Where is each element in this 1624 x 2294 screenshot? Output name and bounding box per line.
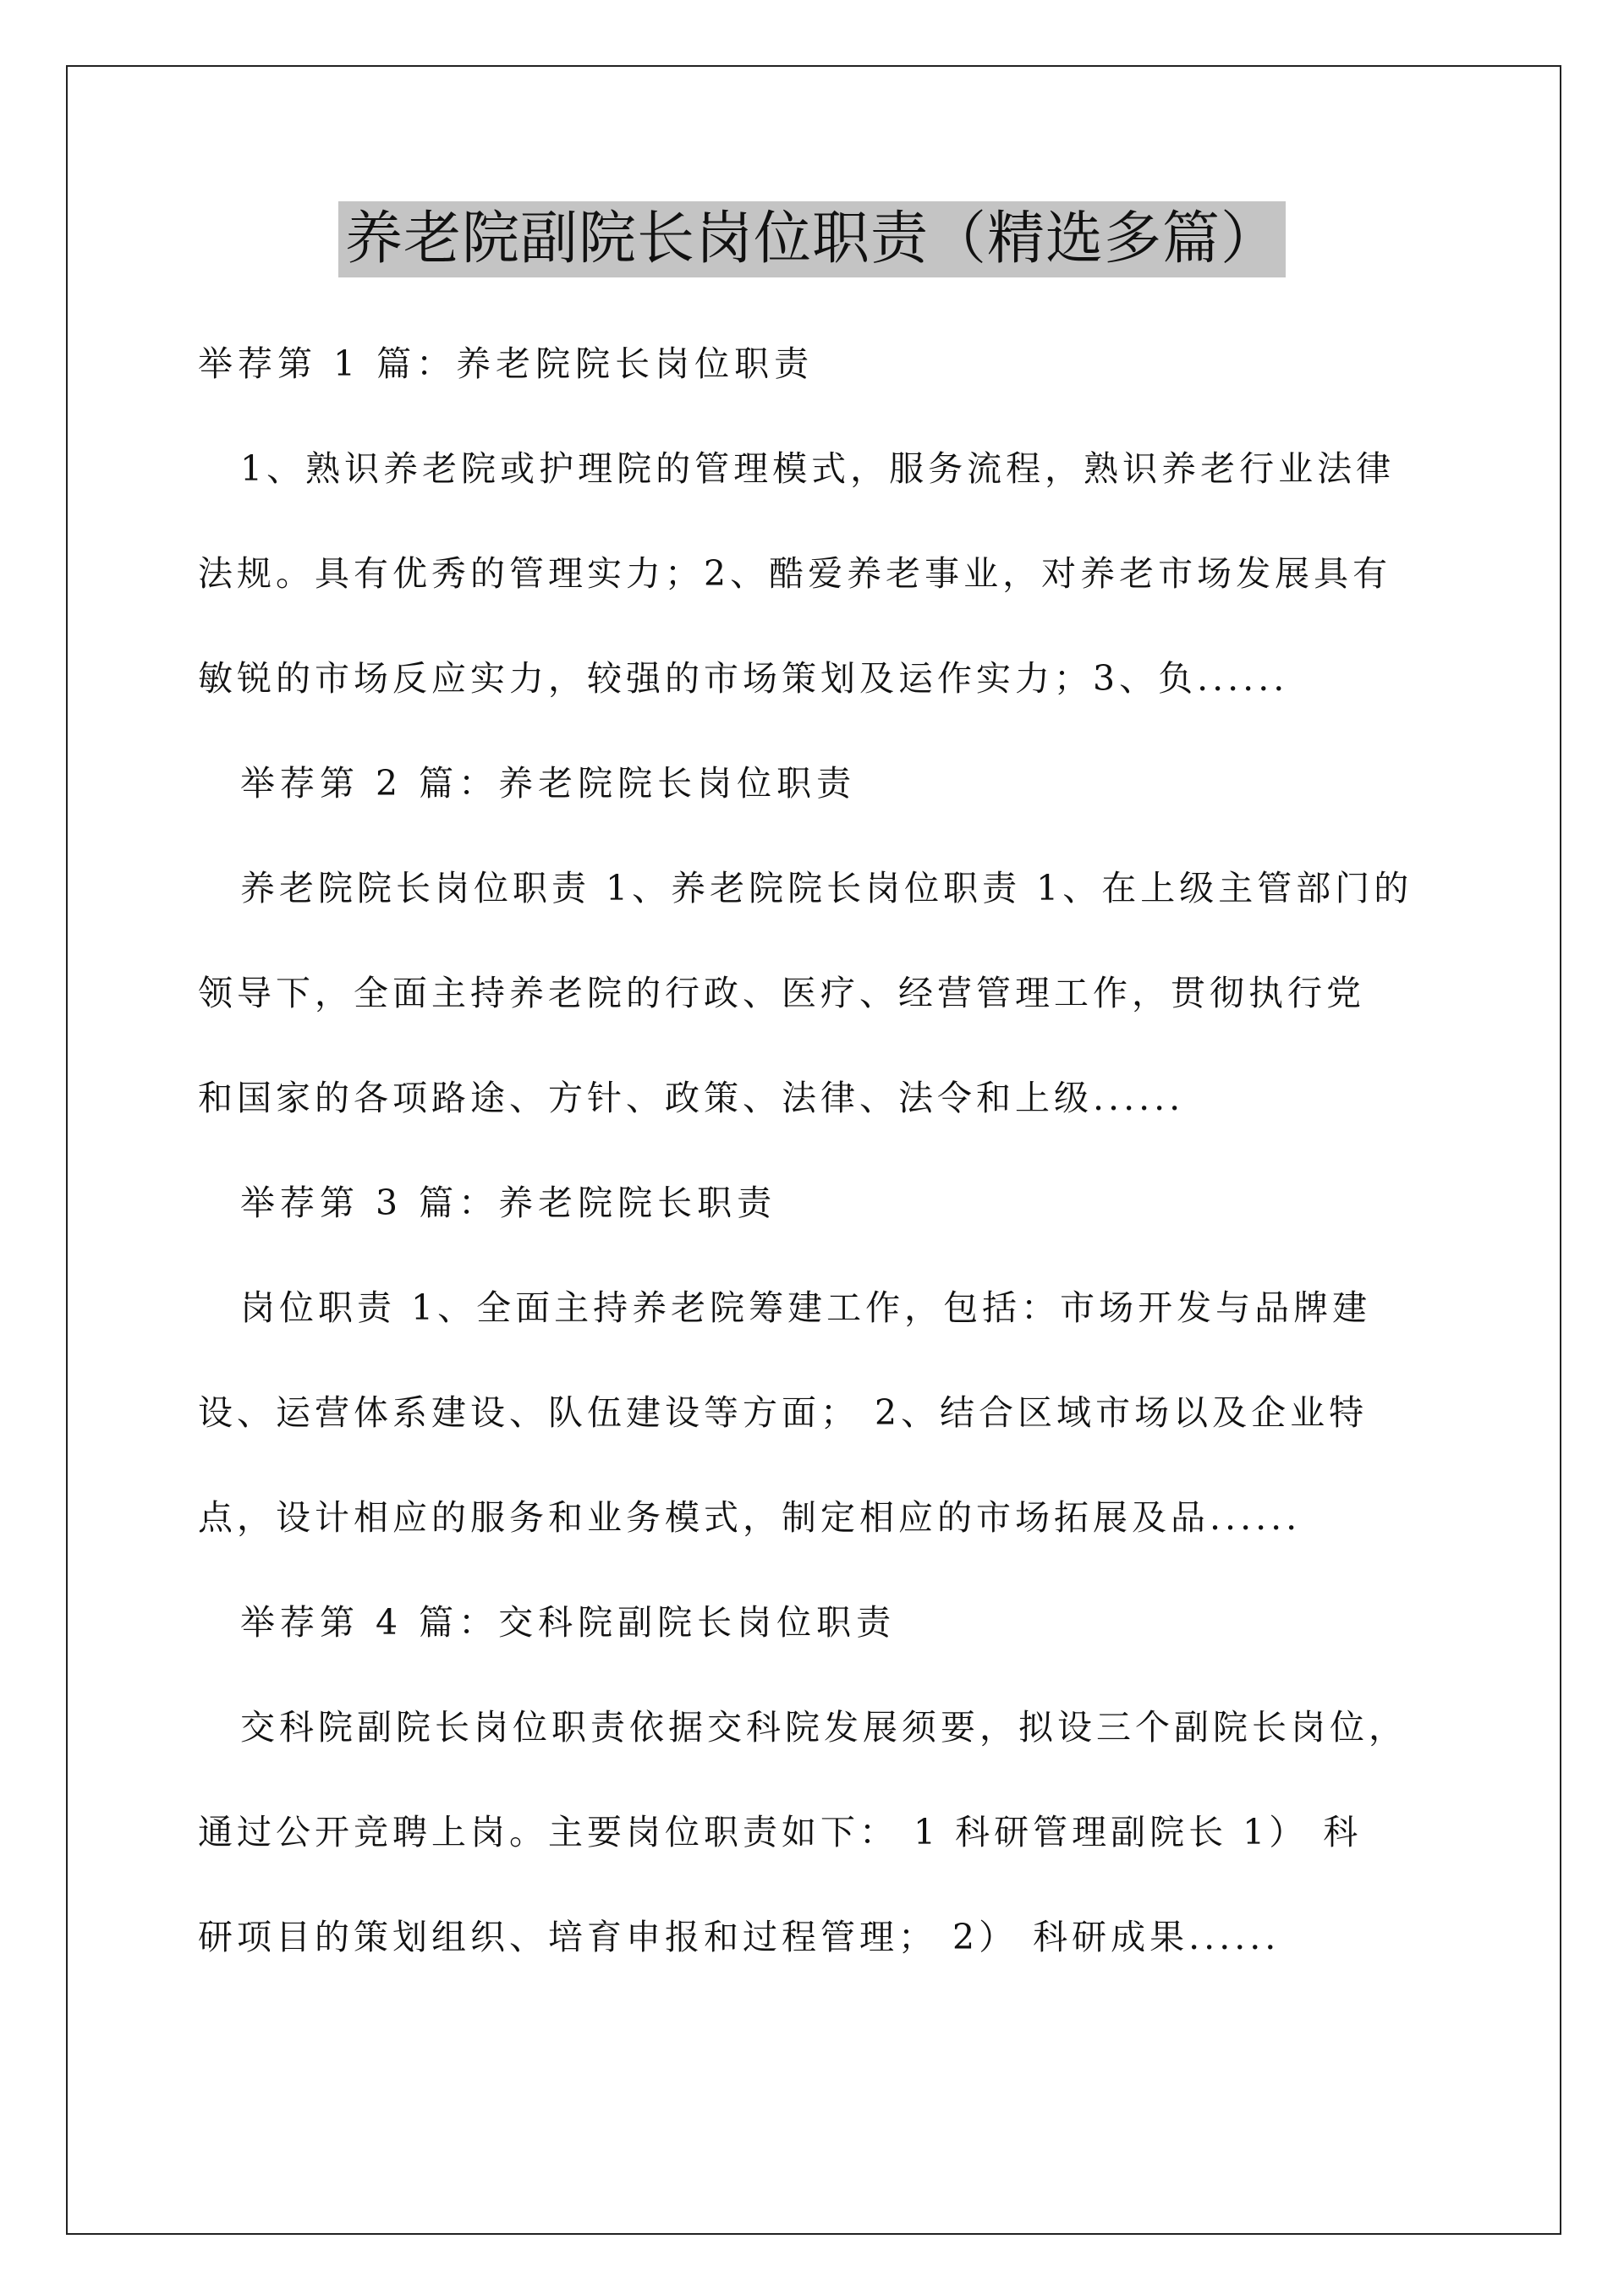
paragraph-line: 研项目的策划组织、培育申报和过程管理； 2） 科研成果...... [198, 1917, 1281, 1957]
paragraph-line: 通过公开竞聘上岗。主要岗位职责如下： 1 科研管理副院长 1） 科 [198, 1812, 1363, 1852]
section-heading: 举荐第 1 篇：养老院院长岗位职责 [198, 343, 815, 384]
title-container [0, 201, 1624, 277]
paragraph-line: 敏锐的市场反应实力，较强的市场策划及运作实力；3、负...... [198, 658, 1289, 699]
paragraph-line: 点，设计相应的服务和业务模式，制定相应的市场拓展及品...... [198, 1497, 1302, 1538]
section-heading: 举荐第 2 篇：养老院院长岗位职责 [240, 763, 857, 804]
paragraph-line: 1、熟识养老院或护理院的管理模式，服务流程，熟识养老行业法律 [240, 448, 1396, 489]
paragraph-line: 领导下，全面主持养老院的行政、医疗、经营管理工作，贯彻执行党 [198, 973, 1365, 1013]
paragraph-line: 设、运营体系建设、队伍建设等方面； 2、结合区域市场以及企业特 [198, 1392, 1369, 1433]
document-title: 养老院副院长岗位职责（精选多篇） [338, 201, 1286, 277]
paragraph-line: 岗位职责 1、全面主持养老院筹建工作，包括：市场开发与品牌建 [240, 1287, 1372, 1328]
section-heading: 举荐第 4 篇：交科院副院长岗位职责 [240, 1602, 897, 1643]
document-body [198, 311, 1433, 1989]
paragraph-line: 和国家的各项路途、方针、政策、法律、法令和上级...... [198, 1078, 1185, 1118]
section-heading: 举荐第 3 篇：养老院院长职责 [240, 1183, 777, 1223]
paragraph-line: 法规。具有优秀的管理实力；2、酷爱养老事业，对养老市场发展具有 [198, 553, 1392, 594]
paragraph-line: 养老院院长岗位职责 1、养老院院长岗位职责 1、在上级主管部门的 [240, 868, 1413, 908]
paragraph-line: 交科院副院长岗位职责依据交科院发展须要，拟设三个副院长岗位， [240, 1707, 1407, 1748]
